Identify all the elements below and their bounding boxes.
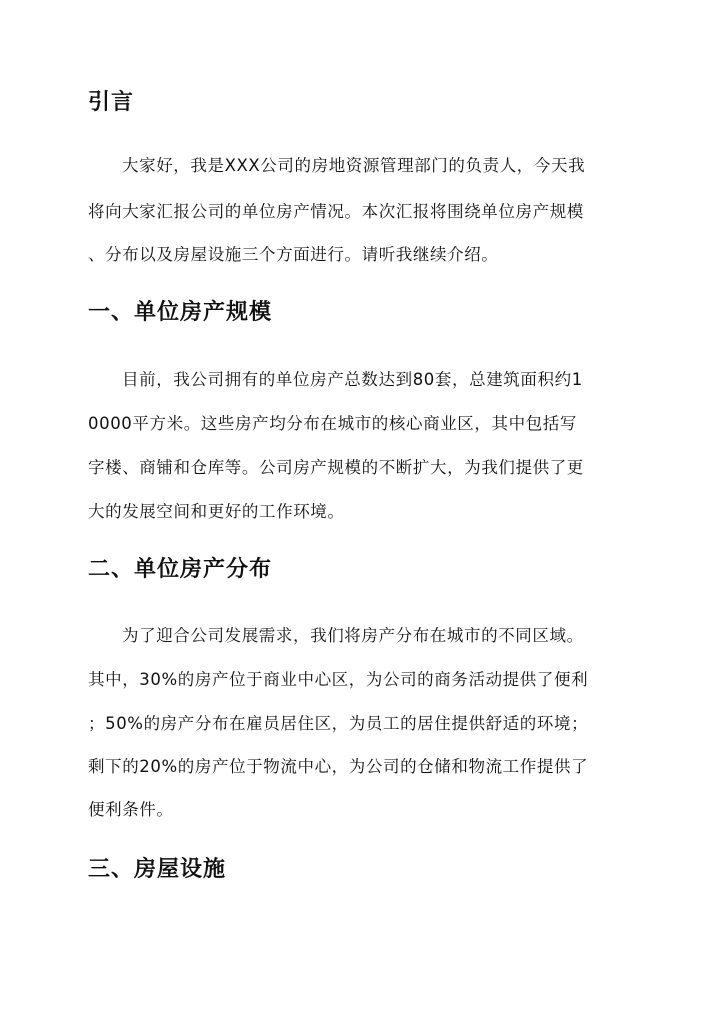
intro-line-2: 将向大家汇报公司的单位房产情况。本次汇报将围绕单位房产规模 <box>88 202 584 221</box>
section1-line-4: 大的发展空间和更好的工作环境。 <box>88 502 345 521</box>
section2-line-5: 便利条件。 <box>88 800 174 819</box>
section2-line-1: 为了迎合公司发展需求，我们将房产分布在城市的不同区域。 <box>122 626 584 645</box>
section2-line-3: ；50%的房产分布在雇员居住区，为员工的居住提供舒适的环境； <box>88 714 589 733</box>
section1-line-2: 0000平方米。这些房产均分布在城市的核心商业区，其中包括写 <box>88 414 577 433</box>
section1-heading: 一、单位房产规模 <box>88 300 273 325</box>
section2-line-4: 剩下的20%的房产位于物流中心，为公司的仓储和物流工作提供了 <box>88 757 589 776</box>
intro-line-1: 大家好，我是XXX公司的房地资源管理部门的负责人，今天我 <box>122 156 586 175</box>
section2-line-2: 其中，30%的房产位于商业中心区，为公司的商务活动提供了便利 <box>88 670 589 689</box>
intro-heading: 引言 <box>88 90 135 115</box>
section2-heading: 二、单位房产分布 <box>88 557 273 582</box>
section3-heading: 三、房屋设施 <box>88 857 227 882</box>
section1-line-1: 目前，我公司拥有的单位房产总数达到80套，总建筑面积约1 <box>122 370 583 389</box>
intro-line-3: 、分布以及房屋设施三个方面进行。请听我继续介绍。 <box>88 245 499 264</box>
section1-line-3: 字楼、商铺和仓库等。公司房产规模的不断扩大，为我们提供了更 <box>88 458 584 477</box>
